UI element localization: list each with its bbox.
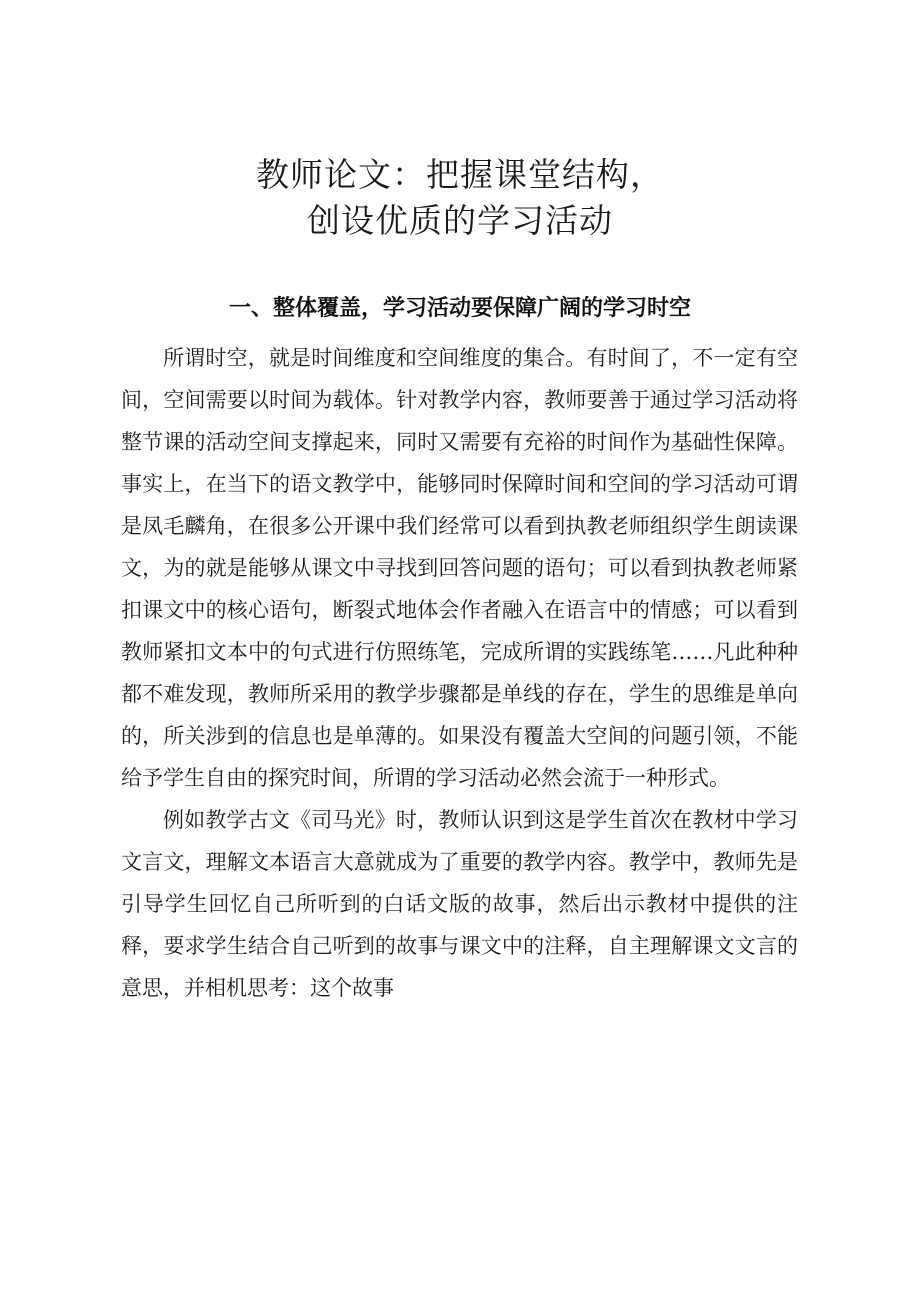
section-heading: 一、整体覆盖，学习活动要保障广阔的学习时空	[228, 296, 691, 321]
paragraph-1: 所谓时空，就是时间维度和空间维度的集合。有时间了，不一定有空间，空间需要以时间为载体。针对教学内容，教师要善于通过学习活动将整节课的活动空间支撑起来，同时又需要有充裕的时间作为基础性保障。事实上，在当下的语文教学中，能够同时保障时间和空间的学习活动可谓是凤毛麟角，在很多公开课中我们经常可以看到执教老师组织学生朗读课文，为的就是能够从课文中寻找到回答问题的语句；可以看到执教老师紧扣课文中的核心语句，断裂式地体会作者融入在语言中的情感；可以看到教师紧扣文本中的句式进行仿照练笔，完成所谓的实践练笔……凡此种种都不难发现，教师所采用的教学步骤都是单线的存在，学生的思维是单向的，所关涉到的信息也是单薄的。如果没有覆盖大空间的问题引领，不能给予学生自由的探究时间，所谓的学习活动必然会流于一种形式。	[121, 346, 798, 790]
document-body	[121, 337, 798, 1009]
document-title	[0, 152, 920, 244]
title-line-2: 创设优质的学习活动	[307, 201, 613, 240]
title-line-1: 教师论文：把握课堂结构，	[256, 155, 664, 194]
paragraph-2: 例如教学古文《司马光》时，教师认识到这是学生首次在教材中学习文言文，理解文本语言大意就成为了重要的教学内容。教学中，教师先是引导学生回忆自己所听到的白话文版的故事，然后出示教材中提供的注释，要求学生结合自己听到的故事与课文中的注释，自主理解课文文言的意思，并相机思考：这个故事	[121, 808, 798, 1000]
